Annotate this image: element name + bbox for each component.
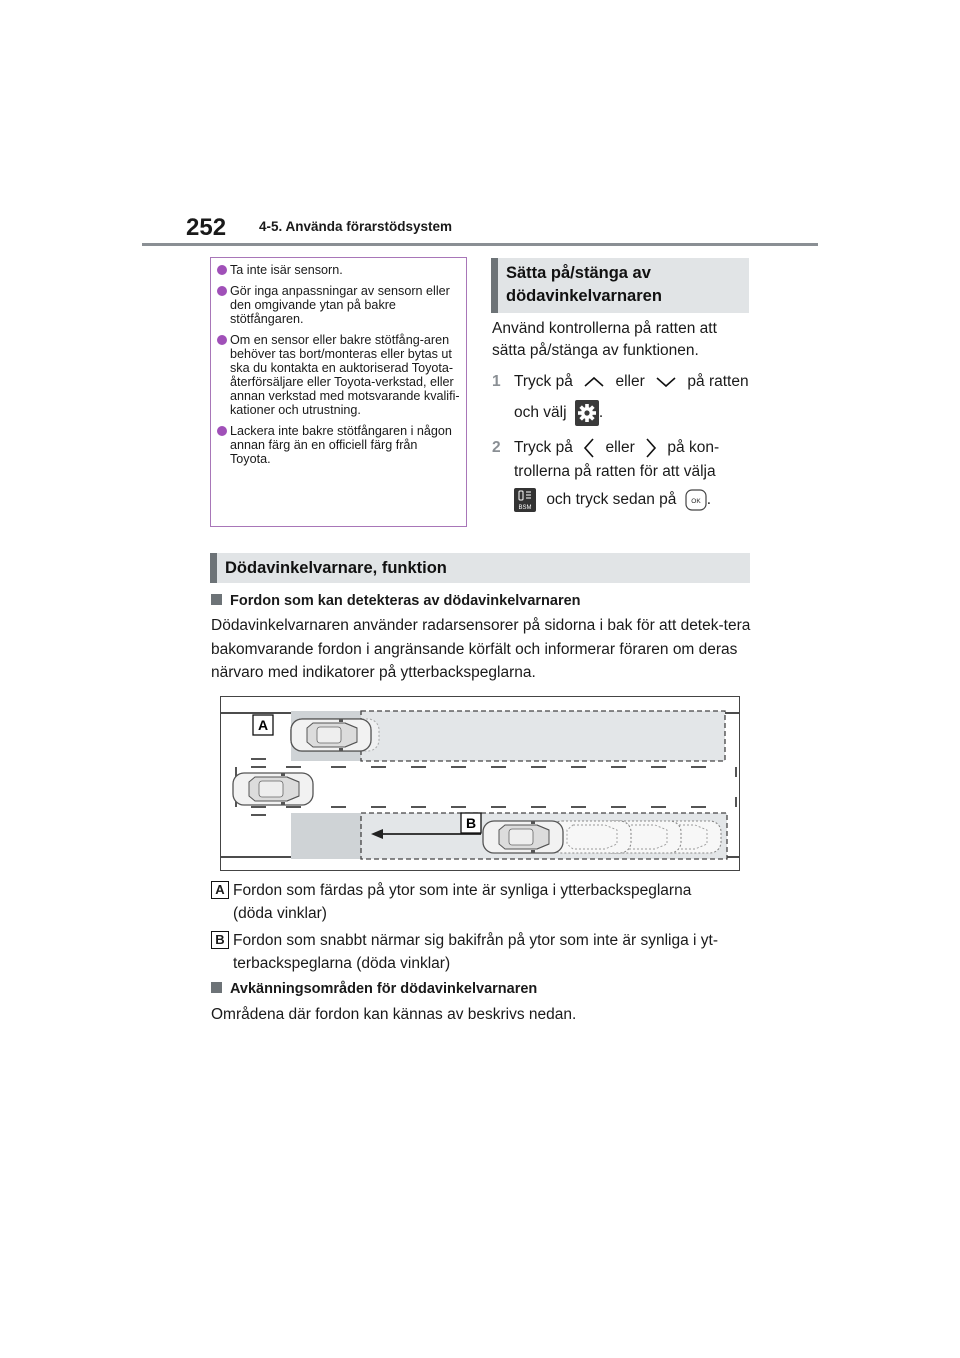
step-1-line-2: och välj .: [514, 400, 603, 426]
svg-text:OK: OK: [691, 498, 701, 505]
legend-item-b: B Fordon som snabbt närmar sig bakifrån på ytor som inte är synliga i yt- terbackspeglarna (döda vinklar): [211, 929, 751, 975]
caution-item: Gör inga anpassningar av sensorn eller den omgivande ytan på bakre stötfångaren.: [217, 284, 460, 326]
step-1-line-1: 1 Tryck på eller på ratten: [492, 373, 749, 390]
sub-heading-detection-areas: Avkänningsområden för dödavinkelvarnaren: [211, 981, 537, 997]
step-2-line-1: 2 Tryck på eller på kon-: [492, 437, 719, 459]
caution-item: Lackera inte bakre stötfångaren i någon annan färg än en officiell färg från Toyota.: [217, 424, 460, 466]
square-bullet-icon: [211, 982, 222, 993]
section-title: 4-5. Använda förarstödsystem: [259, 219, 453, 234]
caution-box: [210, 257, 467, 527]
header-rule: [142, 243, 818, 246]
ok-button-icon: [685, 489, 707, 511]
detection-areas-paragraph: Områdena där fordon kan kännas av beskrivs nedan.: [211, 1006, 577, 1023]
bullet-icon: [217, 426, 227, 436]
settings-gear-icon: [575, 400, 599, 426]
figure-label-a: A: [257, 717, 269, 733]
bsm-icon: [514, 488, 536, 512]
step-2-line-2: trollerna på ratten för att välja: [514, 463, 716, 480]
svg-text:BSM: BSM: [518, 505, 532, 511]
legend-key-a: A: [211, 881, 229, 899]
blind-spot-diagram: [220, 696, 740, 871]
road-illustration: [221, 697, 740, 871]
legend-key-b: B: [211, 931, 229, 949]
chevron-down-icon: [655, 376, 677, 388]
page-number: 252: [186, 214, 227, 241]
chevron-left-icon: [583, 437, 595, 459]
caution-item: Om en sensor eller bakre stötfång-aren behöver tas bort/monteras eller bytas ut ska du kontakta en auktoriserad Toyota-återförsäljare eller Toyota-verkstad, eller annan verkstad med motsvarande kvalifi-kationer och utrustning.: [217, 333, 460, 417]
function-heading: Dödavinkelvarnare, funktion: [210, 553, 750, 583]
function-paragraph: Dödavinkelvarnaren använder radarsensorer på sidorna i bak för att detek-tera bakomvarande fordon i angränsande körfält och informerar föraren om deras närvaro med indikatorer på ytterbackspeglarna.: [211, 617, 751, 681]
caution-item: Ta inte isär sensorn.: [217, 263, 460, 277]
toggle-heading: Sätta på/stänga av dödavinkelvarnaren: [491, 258, 749, 313]
bullet-icon: [217, 335, 227, 345]
bullet-icon: [217, 265, 227, 275]
toggle-intro: Använd kontrollerna på ratten att sätta på/stänga av funktionen.: [492, 320, 717, 359]
bullet-icon: [217, 286, 227, 296]
legend-item-a: A Fordon som färdas på ytor som inte är synliga i ytterbackspeglarna (döda vinklar): [211, 879, 751, 925]
chevron-up-icon: [583, 376, 605, 388]
chevron-right-icon: [645, 437, 657, 459]
square-bullet-icon: [211, 594, 222, 605]
step-2-line-3: BSM och tryck sedan på OK .: [514, 488, 711, 512]
figure-label-b: B: [465, 815, 477, 831]
sub-heading-detectable-vehicles: Fordon som kan detekteras av dödavinkelvarnaren: [211, 593, 581, 609]
